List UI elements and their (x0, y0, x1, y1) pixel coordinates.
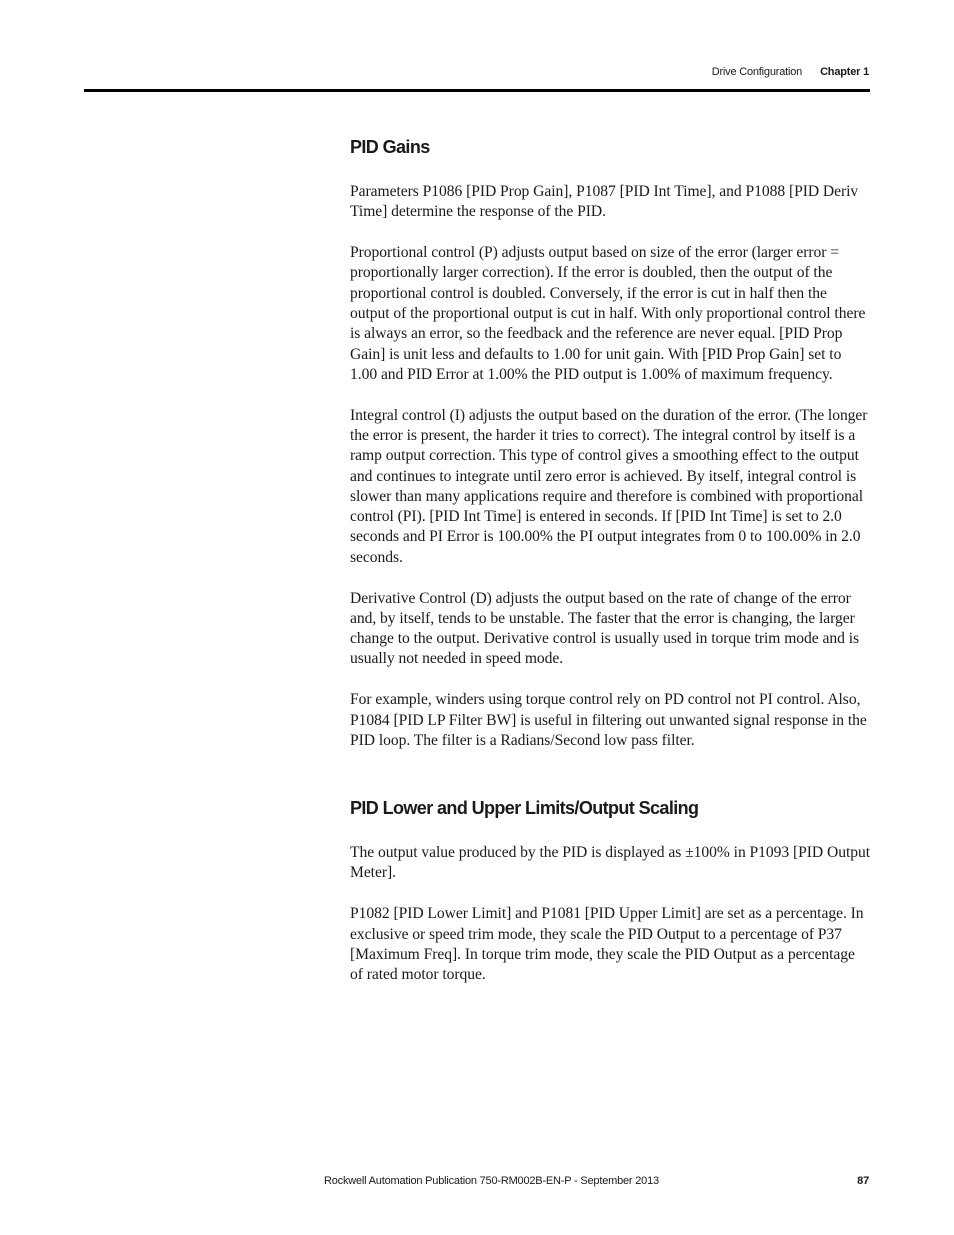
paragraph: Proportional control (P) adjusts output based on size of the error (larger error = proportionally larger correction). If the error is doubled, then the output of the proportional control is doubled. Conversely, if the error is cut in half then the output of the proportional output is cut in half. With only proportional control there is always an error, so the feedback and the reference are never equal. [PID Prop Gain] is unit less and defaults to 1.00 for unit gain. With [PID Prop Gain] set to 1.00 and PID Error at 1.00% the PID output is 1.00% of maximum frequency. (350, 244, 866, 383)
paragraph: P1082 [PID Lower Limit] and P1081 [PID Upper Limit] are set as a percentage. In exclusive or speed trim mode, they scale the PID Output to a percentage of P37 [Maximum Freq]. In torque trim mode, they scale the PID Output as a percentage of rated motor torque. (350, 905, 864, 984)
section-heading-pid-limits: PID Lower and Upper Limits/Output Scaling (350, 798, 699, 819)
paragraph: Integral control (I) adjusts the output based on the duration of the error. (The longer the error is present, the harder it tries to correct). The integral control by itself is a ramp output correction. This type of control gives a smoothing effect to the output and continues to integrate until zero error is achieved. By itself, integral control is slower than many applications require and therefore is combined with proportional control (PI). [PID Int Time] is entered in seconds. If [PID Int Time] is set to 2.0 seconds and PI Error is 100.00% the PI output integrates from 0 to 100.00% in 2.0 seconds. (350, 406, 868, 566)
header-divider (84, 89, 870, 92)
paragraph: Parameters P1086 [PID Prop Gain], P1087 [PID Int Time], and P1088 [PID Deriv Time] determine the response of the PID. (350, 183, 859, 221)
running-header (712, 66, 869, 78)
paragraph: For example, winders using torque control rely on PD control not PI control. Also, P1084 [PID LP Filter BW] is useful in filtering out unwanted signal response in the PID loop. The filter is a Radians/Second low pass filter. (350, 691, 867, 749)
paragraph: Derivative Control (D) adjusts the output based on the rate of change of the error and, by itself, tends to be unstable. The faster that the error is changing, the larger change to the output. Derivative control is usually used in torque trim mode and is usually not needed in speed mode. (350, 589, 860, 668)
section-heading-pid-gains: PID Gains (350, 137, 430, 157)
paragraph: The output value produced by the PID is displayed as ±100% in P1093 [PID Output Meter]. (350, 844, 871, 882)
header-section-title: Drive Configuration (711, 66, 803, 78)
footer-publication: Rockwell Automation Publication 750-RM002B-EN-P - September 2013 (324, 1175, 659, 1187)
page-content (350, 132, 870, 985)
page-number: 87 (857, 1175, 869, 1187)
header-chapter-label: Chapter 1 (820, 66, 869, 78)
